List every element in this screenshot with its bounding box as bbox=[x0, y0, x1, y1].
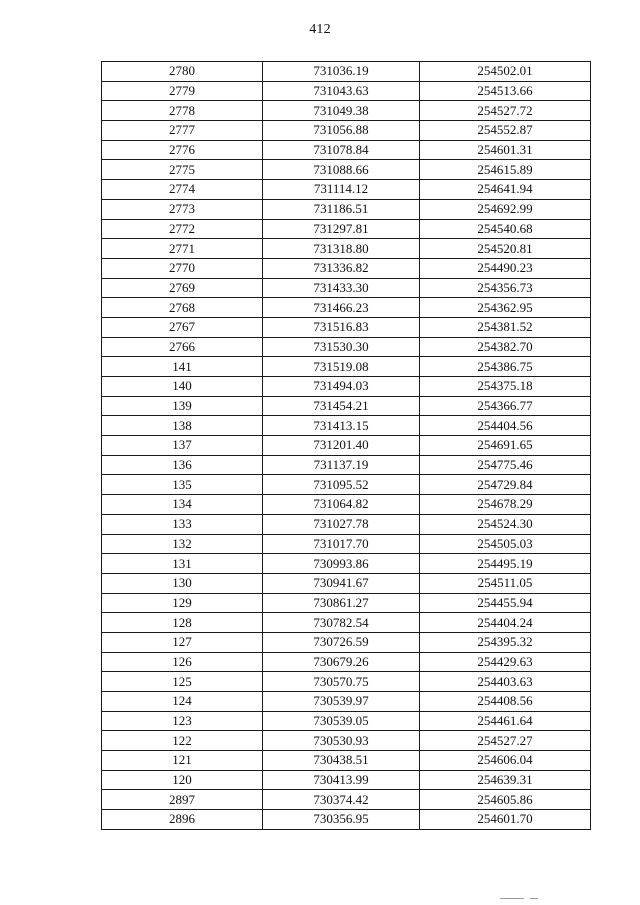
x-coordinate-cell: 731454.21 bbox=[263, 396, 420, 416]
table-row bbox=[102, 278, 591, 298]
y-coordinate-cell: 254641.94 bbox=[420, 180, 591, 200]
point-number-cell: 139 bbox=[102, 396, 263, 416]
point-number-cell: 2772 bbox=[102, 219, 263, 239]
table-row bbox=[102, 436, 591, 456]
y-coordinate-cell: 254691.65 bbox=[420, 436, 591, 456]
point-number-cell: 127 bbox=[102, 632, 263, 652]
y-coordinate-cell: 254775.46 bbox=[420, 455, 591, 475]
y-coordinate-cell: 254605.86 bbox=[420, 790, 591, 810]
y-coordinate-cell: 254490.23 bbox=[420, 258, 591, 278]
table-row bbox=[102, 258, 591, 278]
coordinates-table bbox=[101, 61, 591, 830]
x-coordinate-cell: 730570.75 bbox=[263, 672, 420, 692]
x-coordinate-cell: 731336.82 bbox=[263, 258, 420, 278]
point-number-cell: 2896 bbox=[102, 810, 263, 830]
point-number-cell: 2770 bbox=[102, 258, 263, 278]
table-row bbox=[102, 534, 591, 554]
coordinates-table-body bbox=[102, 62, 591, 830]
x-coordinate-cell: 731466.23 bbox=[263, 298, 420, 318]
x-coordinate-cell: 731114.12 bbox=[263, 180, 420, 200]
point-number-cell: 120 bbox=[102, 770, 263, 790]
y-coordinate-cell: 254678.29 bbox=[420, 495, 591, 515]
y-coordinate-cell: 254520.81 bbox=[420, 239, 591, 259]
y-coordinate-cell: 254403.63 bbox=[420, 672, 591, 692]
point-number-cell: 2766 bbox=[102, 337, 263, 357]
table-row bbox=[102, 711, 591, 731]
y-coordinate-cell: 254455.94 bbox=[420, 593, 591, 613]
x-coordinate-cell: 731137.19 bbox=[263, 455, 420, 475]
y-coordinate-cell: 254601.31 bbox=[420, 140, 591, 160]
table-row bbox=[102, 239, 591, 259]
table-row bbox=[102, 396, 591, 416]
x-coordinate-cell: 731017.70 bbox=[263, 534, 420, 554]
point-number-cell: 2769 bbox=[102, 278, 263, 298]
x-coordinate-cell: 731095.52 bbox=[263, 475, 420, 495]
point-number-cell: 2778 bbox=[102, 101, 263, 121]
point-number-cell: 136 bbox=[102, 455, 263, 475]
x-coordinate-cell: 731318.80 bbox=[263, 239, 420, 259]
point-number-cell: 130 bbox=[102, 573, 263, 593]
y-coordinate-cell: 254729.84 bbox=[420, 475, 591, 495]
y-coordinate-cell: 254527.27 bbox=[420, 731, 591, 751]
table-row bbox=[102, 593, 591, 613]
y-coordinate-cell: 254527.72 bbox=[420, 101, 591, 121]
table-row bbox=[102, 121, 591, 141]
y-coordinate-cell: 254639.31 bbox=[420, 770, 591, 790]
table-row bbox=[102, 514, 591, 534]
y-coordinate-cell: 254601.70 bbox=[420, 810, 591, 830]
point-number-cell: 132 bbox=[102, 534, 263, 554]
point-number-cell: 129 bbox=[102, 593, 263, 613]
y-coordinate-cell: 254404.24 bbox=[420, 613, 591, 633]
x-coordinate-cell: 731413.15 bbox=[263, 416, 420, 436]
table-row bbox=[102, 337, 591, 357]
y-coordinate-cell: 254615.89 bbox=[420, 160, 591, 180]
table-row bbox=[102, 692, 591, 712]
point-number-cell: 124 bbox=[102, 692, 263, 712]
table-row bbox=[102, 298, 591, 318]
page-number: 412 bbox=[309, 22, 331, 37]
x-coordinate-cell: 731036.19 bbox=[263, 62, 420, 82]
y-coordinate-cell: 254513.66 bbox=[420, 81, 591, 101]
table-row bbox=[102, 495, 591, 515]
table-row bbox=[102, 219, 591, 239]
table-row bbox=[102, 751, 591, 771]
y-coordinate-cell: 254375.18 bbox=[420, 377, 591, 397]
x-coordinate-cell: 730726.59 bbox=[263, 632, 420, 652]
table-row bbox=[102, 416, 591, 436]
point-number-cell: 2767 bbox=[102, 317, 263, 337]
table-row bbox=[102, 317, 591, 337]
x-coordinate-cell: 730539.05 bbox=[263, 711, 420, 731]
point-number-cell: 2780 bbox=[102, 62, 263, 82]
y-coordinate-cell: 254362.95 bbox=[420, 298, 591, 318]
y-coordinate-cell: 254382.70 bbox=[420, 337, 591, 357]
table-row bbox=[102, 573, 591, 593]
y-coordinate-cell: 254386.75 bbox=[420, 357, 591, 377]
y-coordinate-cell: 254356.73 bbox=[420, 278, 591, 298]
table-row bbox=[102, 475, 591, 495]
table-row bbox=[102, 101, 591, 121]
x-coordinate-cell: 731064.82 bbox=[263, 495, 420, 515]
y-coordinate-cell: 254408.56 bbox=[420, 692, 591, 712]
table-row bbox=[102, 652, 591, 672]
point-number-cell: 123 bbox=[102, 711, 263, 731]
point-number-cell: 126 bbox=[102, 652, 263, 672]
point-number-cell: 141 bbox=[102, 357, 263, 377]
table-row bbox=[102, 62, 591, 82]
table-row bbox=[102, 199, 591, 219]
table-row bbox=[102, 180, 591, 200]
table-row bbox=[102, 81, 591, 101]
x-coordinate-cell: 731049.38 bbox=[263, 101, 420, 121]
x-coordinate-cell: 731516.83 bbox=[263, 317, 420, 337]
x-coordinate-cell: 731201.40 bbox=[263, 436, 420, 456]
x-coordinate-cell: 731297.81 bbox=[263, 219, 420, 239]
y-coordinate-cell: 254692.99 bbox=[420, 199, 591, 219]
point-number-cell: 131 bbox=[102, 554, 263, 574]
point-number-cell: 133 bbox=[102, 514, 263, 534]
y-coordinate-cell: 254505.03 bbox=[420, 534, 591, 554]
table-row bbox=[102, 554, 591, 574]
y-coordinate-cell: 254495.19 bbox=[420, 554, 591, 574]
table-row bbox=[102, 632, 591, 652]
x-coordinate-cell: 730861.27 bbox=[263, 593, 420, 613]
x-coordinate-cell: 731088.66 bbox=[263, 160, 420, 180]
table-row bbox=[102, 770, 591, 790]
x-coordinate-cell: 731530.30 bbox=[263, 337, 420, 357]
table-row bbox=[102, 455, 591, 475]
point-number-cell: 2768 bbox=[102, 298, 263, 318]
y-coordinate-cell: 254366.77 bbox=[420, 396, 591, 416]
table-row bbox=[102, 790, 591, 810]
point-number-cell: 121 bbox=[102, 751, 263, 771]
x-coordinate-cell: 730679.26 bbox=[263, 652, 420, 672]
x-coordinate-cell: 730993.86 bbox=[263, 554, 420, 574]
point-number-cell: 2776 bbox=[102, 140, 263, 160]
table-row bbox=[102, 672, 591, 692]
y-coordinate-cell: 254429.63 bbox=[420, 652, 591, 672]
x-coordinate-cell: 731043.63 bbox=[263, 81, 420, 101]
x-coordinate-cell: 730438.51 bbox=[263, 751, 420, 771]
y-coordinate-cell: 254502.01 bbox=[420, 62, 591, 82]
x-coordinate-cell: 731078.84 bbox=[263, 140, 420, 160]
x-coordinate-cell: 731494.03 bbox=[263, 377, 420, 397]
x-coordinate-cell: 730413.99 bbox=[263, 770, 420, 790]
point-number-cell: 125 bbox=[102, 672, 263, 692]
point-number-cell: 2779 bbox=[102, 81, 263, 101]
point-number-cell: 122 bbox=[102, 731, 263, 751]
scan-edge-mark bbox=[0, 897, 640, 899]
x-coordinate-cell: 730539.97 bbox=[263, 692, 420, 712]
y-coordinate-cell: 254381.52 bbox=[420, 317, 591, 337]
point-number-cell: 135 bbox=[102, 475, 263, 495]
table-row bbox=[102, 377, 591, 397]
point-number-cell: 2774 bbox=[102, 180, 263, 200]
x-coordinate-cell: 730782.54 bbox=[263, 613, 420, 633]
x-coordinate-cell: 731519.08 bbox=[263, 357, 420, 377]
table-row bbox=[102, 357, 591, 377]
table-row bbox=[102, 810, 591, 830]
x-coordinate-cell: 730374.42 bbox=[263, 790, 420, 810]
table-row bbox=[102, 160, 591, 180]
x-coordinate-cell: 730356.95 bbox=[263, 810, 420, 830]
point-number-cell: 2777 bbox=[102, 121, 263, 141]
point-number-cell: 2775 bbox=[102, 160, 263, 180]
y-coordinate-cell: 254606.04 bbox=[420, 751, 591, 771]
point-number-cell: 2773 bbox=[102, 199, 263, 219]
y-coordinate-cell: 254404.56 bbox=[420, 416, 591, 436]
point-number-cell: 2897 bbox=[102, 790, 263, 810]
point-number-cell: 2771 bbox=[102, 239, 263, 259]
y-coordinate-cell: 254552.87 bbox=[420, 121, 591, 141]
y-coordinate-cell: 254461.64 bbox=[420, 711, 591, 731]
point-number-cell: 134 bbox=[102, 495, 263, 515]
point-number-cell: 137 bbox=[102, 436, 263, 456]
x-coordinate-cell: 730941.67 bbox=[263, 573, 420, 593]
x-coordinate-cell: 731056.88 bbox=[263, 121, 420, 141]
x-coordinate-cell: 731433.30 bbox=[263, 278, 420, 298]
x-coordinate-cell: 730530.93 bbox=[263, 731, 420, 751]
table-row bbox=[102, 731, 591, 751]
table-row bbox=[102, 140, 591, 160]
point-number-cell: 128 bbox=[102, 613, 263, 633]
y-coordinate-cell: 254540.68 bbox=[420, 219, 591, 239]
point-number-cell: 138 bbox=[102, 416, 263, 436]
y-coordinate-cell: 254511.05 bbox=[420, 573, 591, 593]
y-coordinate-cell: 254524.30 bbox=[420, 514, 591, 534]
point-number-cell: 140 bbox=[102, 377, 263, 397]
y-coordinate-cell: 254395.32 bbox=[420, 632, 591, 652]
x-coordinate-cell: 731027.78 bbox=[263, 514, 420, 534]
table-row bbox=[102, 613, 591, 633]
x-coordinate-cell: 731186.51 bbox=[263, 199, 420, 219]
